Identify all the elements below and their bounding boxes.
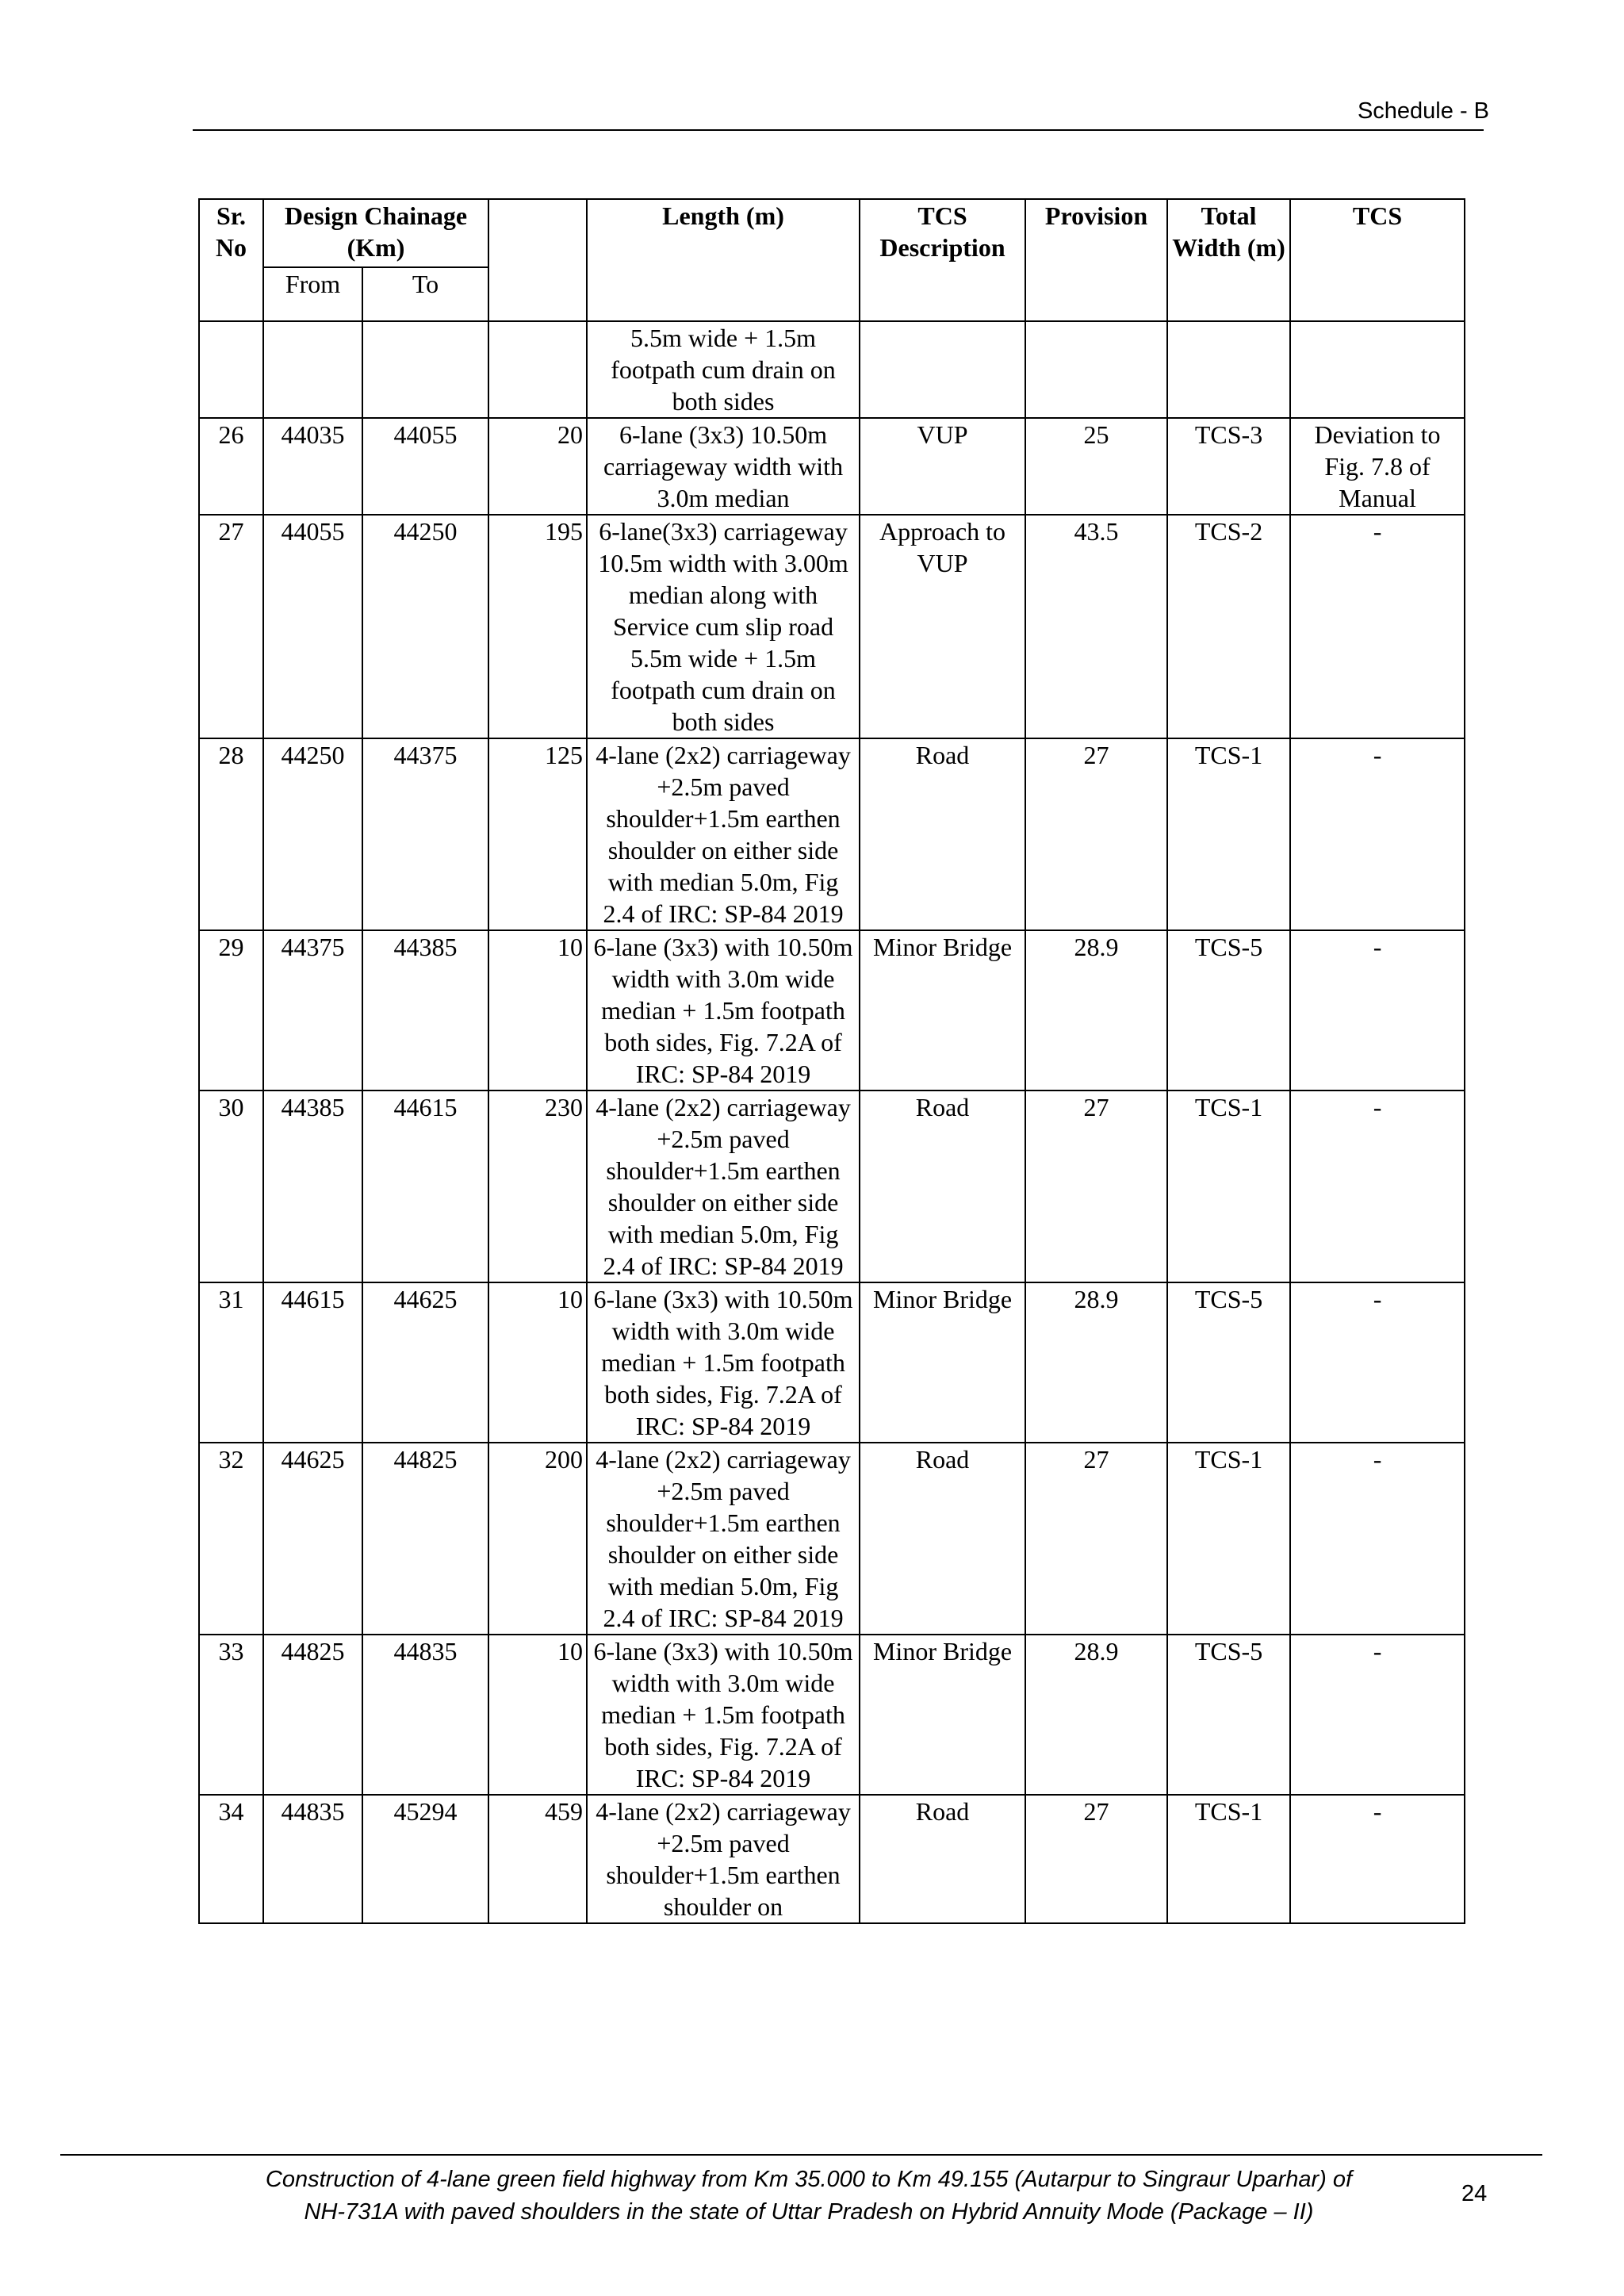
cell-total-width: TCS-1: [1167, 1091, 1290, 1282]
cell-to: [362, 321, 488, 418]
cell-provision: 28.9: [1025, 1282, 1167, 1443]
cell-sr: [199, 321, 263, 418]
cell-total-width: TCS-5: [1167, 930, 1290, 1091]
cell-to: 44835: [362, 1635, 488, 1795]
cell-sr: 31: [199, 1282, 263, 1443]
cell-length: 230: [488, 1091, 587, 1282]
cell-to: 44055: [362, 418, 488, 515]
schedule-label: Schedule - B: [1357, 98, 1489, 124]
cell-to: 44250: [362, 515, 488, 738]
cell-tcs: -: [1290, 515, 1465, 738]
cell-sr: 29: [199, 930, 263, 1091]
cell-length: 125: [488, 738, 587, 930]
cell-tcs: -: [1290, 1635, 1465, 1795]
cell-tcs: -: [1290, 930, 1465, 1091]
cell-tcs-description: Road: [860, 738, 1025, 930]
cell-description: 4-lane (2x2) carriageway +2.5m paved shoulder+1.5m earthen shoulder on either side with median 5.0m, Fig 2.4 of IRC: SP-84 2019: [587, 738, 860, 930]
footer-divider: [60, 2154, 1542, 2156]
cell-description: 6-lane (3x3) with 10.50m width with 3.0m wide median + 1.5m footpath both sides, Fig. 7.2A of IRC: SP-84 2019: [587, 1635, 860, 1795]
cell-length: [488, 321, 587, 418]
cell-description: 4-lane (2x2) carriageway +2.5m paved shoulder+1.5m earthen shoulder on either side with median 5.0m, Fig 2.4 of IRC: SP-84 2019: [587, 1091, 860, 1282]
cell-tcs-description: Approach to VUP: [860, 515, 1025, 738]
cell-total-width: [1167, 321, 1290, 418]
cell-length: 459: [488, 1795, 587, 1923]
cell-sr: 28: [199, 738, 263, 930]
cell-tcs: -: [1290, 1091, 1465, 1282]
cell-to: 44625: [362, 1282, 488, 1443]
cell-from: 44250: [263, 738, 362, 930]
header-to: To: [362, 267, 488, 321]
cell-from: 44385: [263, 1091, 362, 1282]
cell-sr: 34: [199, 1795, 263, 1923]
cell-from: 44615: [263, 1282, 362, 1443]
table-row: [199, 1282, 1465, 1443]
cell-total-width: TCS-1: [1167, 738, 1290, 930]
cell-tcs-description: Road: [860, 1443, 1025, 1635]
cell-total-width: TCS-3: [1167, 418, 1290, 515]
cell-provision: [1025, 321, 1167, 418]
cell-length: 10: [488, 930, 587, 1091]
cell-description: 6-lane(3x3) carriageway 10.5m width with 3.00m median along with Service cum slip road 5.5m wide + 1.5m footpath cum drain on both sides: [587, 515, 860, 738]
cell-provision: 43.5: [1025, 515, 1167, 738]
header-length-blank: [488, 199, 587, 321]
cell-length: 195: [488, 515, 587, 738]
cell-tcs-description: VUP: [860, 418, 1025, 515]
schedule-table: [198, 198, 1465, 1924]
cell-to: 44385: [362, 930, 488, 1091]
cell-total-width: TCS-2: [1167, 515, 1290, 738]
header-design-chainage: Design Chainage (Km): [263, 199, 488, 267]
footer-line-1: Construction of 4-lane green field highway from Km 35.000 to Km 49.155 (Autarpur to Singraur Uparhar) of: [265, 2167, 1353, 2192]
cell-provision: 27: [1025, 1443, 1167, 1635]
header-divider: [193, 129, 1484, 131]
cell-total-width: TCS-5: [1167, 1635, 1290, 1795]
header-tcs: TCS: [1290, 199, 1465, 321]
cell-total-width: TCS-1: [1167, 1443, 1290, 1635]
table-row: [199, 1091, 1465, 1282]
cell-provision: 27: [1025, 738, 1167, 930]
cell-from: 44375: [263, 930, 362, 1091]
cell-length: 200: [488, 1443, 587, 1635]
table-row: [199, 515, 1465, 738]
cell-sr: 32: [199, 1443, 263, 1635]
cell-description: 6-lane (3x3) 10.50m carriageway width with 3.0m median: [587, 418, 860, 515]
table-row: [199, 321, 1465, 418]
cell-to: 45294: [362, 1795, 488, 1923]
cell-from: 44035: [263, 418, 362, 515]
table-row: [199, 1795, 1465, 1923]
cell-to: 44615: [362, 1091, 488, 1282]
cell-from: 44835: [263, 1795, 362, 1923]
cell-tcs-description: Minor Bridge: [860, 1282, 1025, 1443]
cell-tcs-description: Minor Bridge: [860, 1635, 1025, 1795]
cell-from: 44825: [263, 1635, 362, 1795]
cell-provision: 27: [1025, 1795, 1167, 1923]
header-total-width: Total Width (m): [1167, 199, 1290, 321]
cell-sr: 30: [199, 1091, 263, 1282]
cell-from: 44625: [263, 1443, 362, 1635]
cell-tcs: -: [1290, 1795, 1465, 1923]
cell-provision: 28.9: [1025, 930, 1167, 1091]
cell-tcs: [1290, 321, 1465, 418]
cell-length: 20: [488, 418, 587, 515]
cell-description: 6-lane (3x3) with 10.50m width with 3.0m wide median + 1.5m footpath both sides, Fig. 7.2A of IRC: SP-84 2019: [587, 1282, 860, 1443]
cell-length: 10: [488, 1635, 587, 1795]
header-sr-no: Sr. No: [199, 199, 263, 321]
cell-description: 4-lane (2x2) carriageway +2.5m paved shoulder+1.5m earthen shoulder on either side with median 5.0m, Fig 2.4 of IRC: SP-84 2019: [587, 1443, 860, 1635]
cell-description: 6-lane (3x3) with 10.50m width with 3.0m wide median + 1.5m footpath both sides, Fig. 7.2A of IRC: SP-84 2019: [587, 930, 860, 1091]
cell-to: 44825: [362, 1443, 488, 1635]
header-tcs-description: TCS Description: [860, 199, 1025, 321]
cell-tcs: -: [1290, 1282, 1465, 1443]
header-from: From: [263, 267, 362, 321]
cell-provision: 25: [1025, 418, 1167, 515]
cell-total-width: TCS-5: [1167, 1282, 1290, 1443]
cell-sr: 33: [199, 1635, 263, 1795]
cell-provision: 28.9: [1025, 1635, 1167, 1795]
cell-to: 44375: [362, 738, 488, 930]
table-row: [199, 930, 1465, 1091]
table-row: [199, 1443, 1465, 1635]
cell-tcs-description: Road: [860, 1091, 1025, 1282]
cell-tcs: -: [1290, 1443, 1465, 1635]
header-provision: Provision: [1025, 199, 1167, 321]
cell-description: 4-lane (2x2) carriageway +2.5m paved shoulder+1.5m earthen shoulder on: [587, 1795, 860, 1923]
cell-tcs: Deviation to Fig. 7.8 of Manual: [1290, 418, 1465, 515]
cell-from: 44055: [263, 515, 362, 738]
table-row: [199, 738, 1465, 930]
cell-description: 5.5m wide + 1.5m footpath cum drain on both sides: [587, 321, 860, 418]
footer-line-2: NH-731A with paved shoulders in the state of Uttar Pradesh on Hybrid Annuity Mode (Package – II): [304, 2199, 1314, 2225]
footer-project-description: [159, 2164, 1459, 2229]
cell-sr: 26: [199, 418, 263, 515]
cell-provision: 27: [1025, 1091, 1167, 1282]
cell-sr: 27: [199, 515, 263, 738]
cell-tcs-description: Road: [860, 1795, 1025, 1923]
cell-tcs-description: Minor Bridge: [860, 930, 1025, 1091]
table-row: [199, 418, 1465, 515]
header-length: Length (m): [587, 199, 860, 321]
cell-from: [263, 321, 362, 418]
cell-total-width: TCS-1: [1167, 1795, 1290, 1923]
cell-length: 10: [488, 1282, 587, 1443]
table-row: [199, 1635, 1465, 1795]
page-number: 24: [1461, 2181, 1488, 2206]
cell-tcs-description: [860, 321, 1025, 418]
cell-tcs: -: [1290, 738, 1465, 930]
